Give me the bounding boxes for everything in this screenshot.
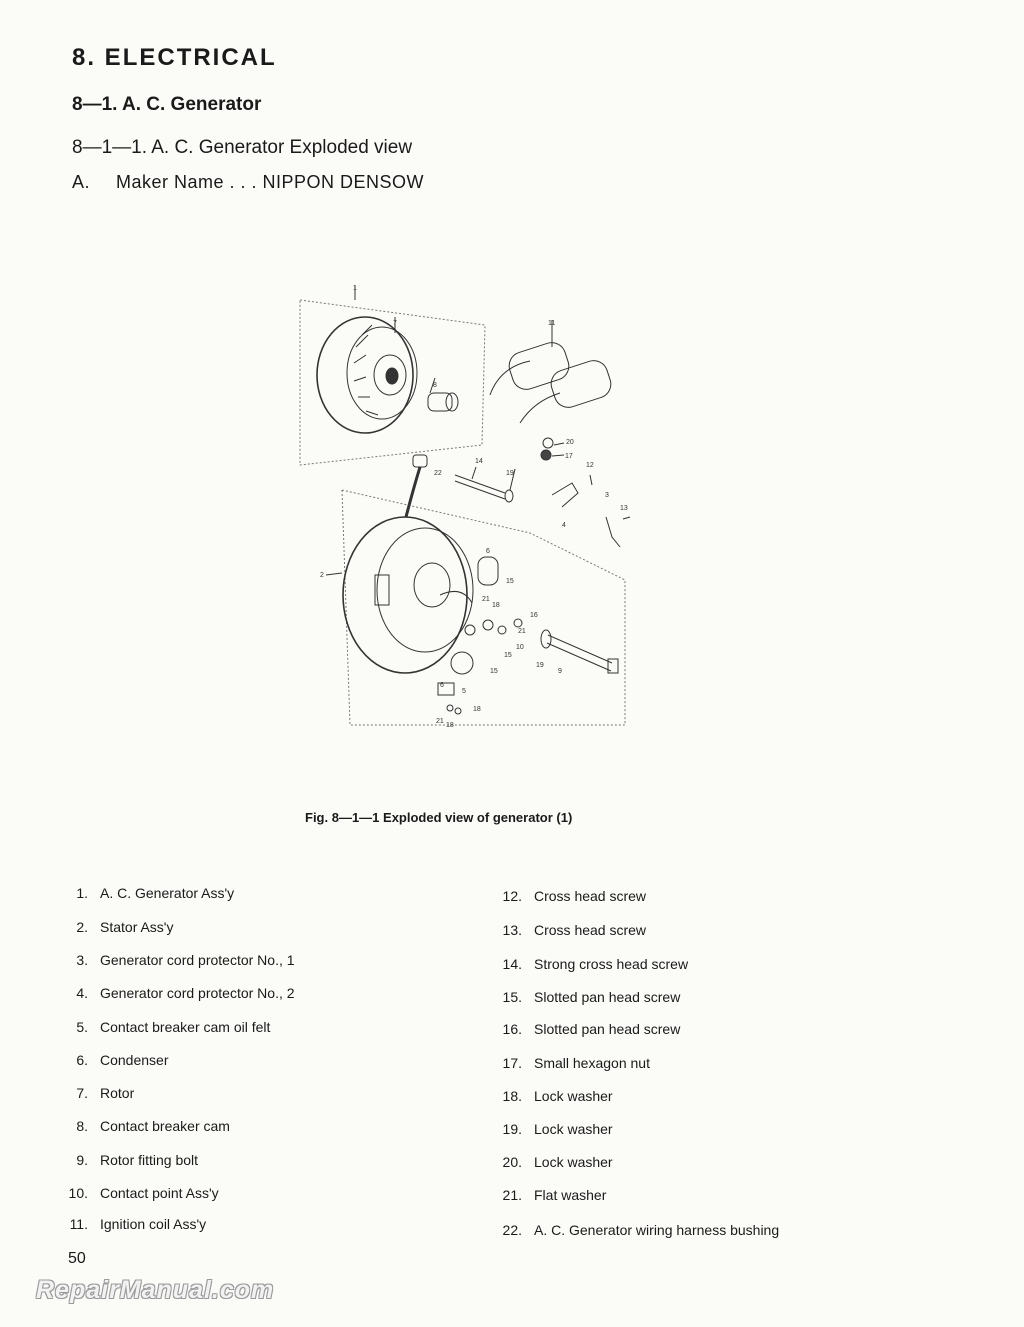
svg-text:17: 17	[565, 453, 573, 460]
parts-list-item: 5. Contact breaker cam oil felt	[76, 1019, 271, 1035]
parts-list-item: 11. Ignition coil Ass'y	[69, 1216, 207, 1232]
parts-list-item: 2. Stator Ass'y	[76, 919, 174, 935]
svg-text:7: 7	[393, 320, 397, 327]
svg-text:15: 15	[506, 578, 514, 585]
svg-text:1: 1	[353, 285, 357, 292]
parts-list-item: 7. Rotor	[76, 1085, 135, 1101]
parts-list-item: 10. Contact point Ass'y	[68, 1185, 219, 1201]
page-number: 50	[68, 1250, 86, 1267]
parts-list-item: 19. Lock washer	[502, 1121, 613, 1137]
svg-text:22: 22	[434, 470, 442, 477]
watermark-logo: RepairManual.com	[36, 1276, 275, 1304]
parts-list-item: 18. Lock washer	[502, 1088, 613, 1104]
svg-text:2: 2	[320, 572, 324, 579]
parts-list-item: 20. Lock washer	[502, 1154, 613, 1170]
svg-text:4: 4	[562, 522, 566, 529]
parts-list-item: 14. Strong cross head screw	[502, 956, 689, 972]
svg-text:16: 16	[530, 612, 538, 619]
parts-list-item: 13. Cross head screw	[502, 922, 647, 938]
figure-caption: Fig. 8—1—1 Exploded view of generator (1)	[305, 810, 573, 825]
svg-text:11: 11	[548, 320, 556, 327]
generator-exploded-diagram	[290, 285, 640, 735]
parts-list-item: 15. Slotted pan head screw	[502, 989, 681, 1005]
svg-text:13: 13	[620, 505, 628, 512]
section-heading: 8. ELECTRICAL	[72, 44, 277, 71]
parts-list-item: 17. Small hexagon nut	[502, 1055, 650, 1071]
svg-text:6: 6	[440, 682, 444, 689]
diagram-callout-labels	[320, 285, 628, 729]
svg-text:6: 6	[486, 548, 490, 555]
svg-text:10: 10	[516, 644, 524, 651]
svg-text:21: 21	[436, 718, 444, 725]
parts-list-item: 9. Rotor fitting bolt	[76, 1152, 199, 1168]
svg-text:8: 8	[433, 382, 437, 389]
parts-list-item: 12. Cross head screw	[502, 888, 647, 904]
svg-text:19: 19	[536, 662, 544, 669]
subsection-heading: 8—1. A. C. Generator	[72, 94, 262, 115]
svg-text:15: 15	[490, 668, 498, 675]
svg-text:5: 5	[462, 688, 466, 695]
parts-list-item: 3. Generator cord protector No., 1	[76, 952, 295, 968]
svg-text:18: 18	[492, 602, 500, 609]
svg-text:3: 3	[605, 492, 609, 499]
svg-text:15: 15	[504, 652, 512, 659]
maker-text: Maker Name . . . NIPPON DENSOW	[116, 172, 425, 192]
parts-list-item: 22. A. C. Generator wiring harness bushing	[502, 1222, 780, 1238]
maker-label: A.	[72, 172, 91, 192]
svg-text:21: 21	[482, 596, 490, 603]
parts-list-item: 8. Contact breaker cam	[76, 1118, 230, 1134]
parts-list-item: 6. Condenser	[76, 1052, 169, 1068]
maker-line	[72, 172, 424, 193]
svg-text:14: 14	[475, 458, 483, 465]
svg-text:9: 9	[558, 668, 562, 675]
svg-text:18: 18	[473, 706, 481, 713]
svg-text:19: 19	[506, 470, 514, 477]
svg-text:12: 12	[586, 462, 594, 469]
parts-list-item: 1. A. C. Generator Ass'y	[76, 885, 235, 901]
svg-text:18: 18	[446, 722, 454, 729]
parts-list-item: 4. Generator cord protector No., 2	[76, 985, 295, 1001]
svg-text:20: 20	[566, 439, 574, 446]
svg-text:21: 21	[518, 628, 526, 635]
subsubsection-heading: 8—1—1. A. C. Generator Exploded view	[72, 137, 413, 158]
parts-list-item: 16. Slotted pan head screw	[502, 1021, 681, 1037]
parts-list-item: 21. Flat washer	[502, 1187, 607, 1203]
